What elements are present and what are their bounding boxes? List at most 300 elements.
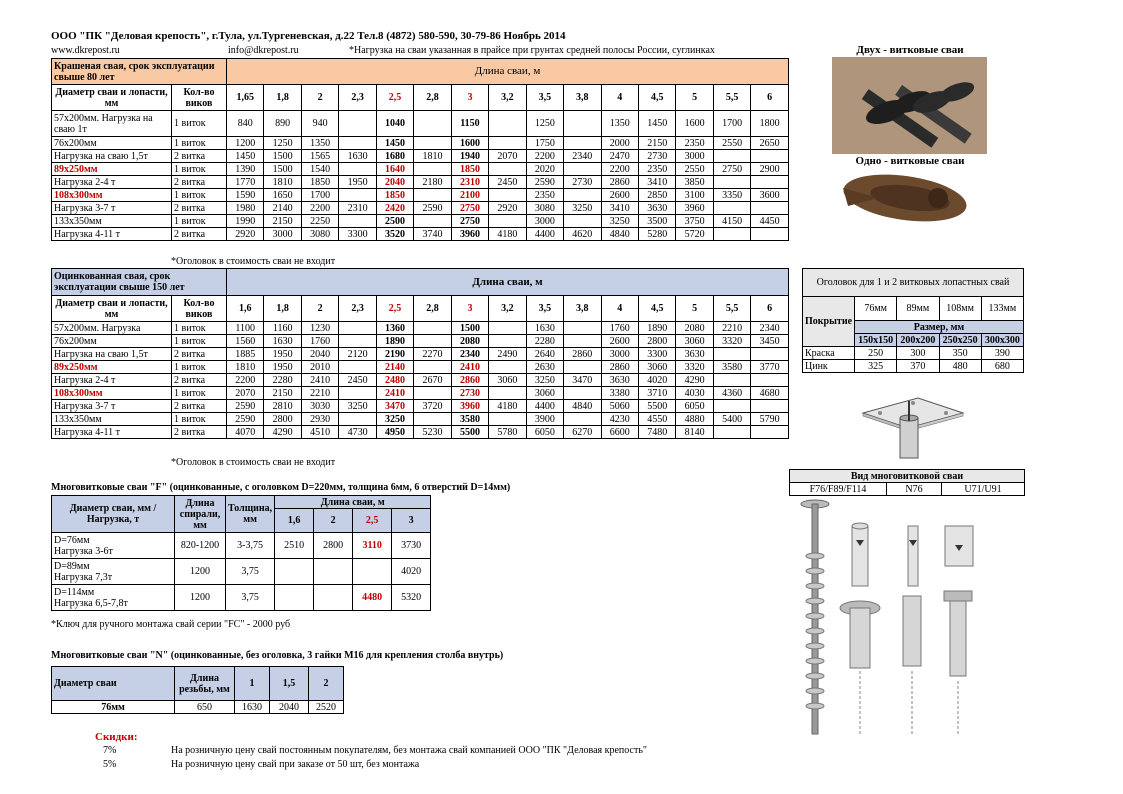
table-title: Оцинкованная свая, срок эксплуатации свыше 150 лет bbox=[52, 269, 227, 296]
load-note: *Нагрузка на сваи указанная в прайсе при грунтах средней полосы России, суглинках bbox=[349, 45, 715, 56]
price-cell bbox=[489, 361, 526, 374]
price-cell: 3380 bbox=[601, 387, 638, 400]
vid-title: Вид многовитковой сваи bbox=[790, 470, 1025, 483]
price-cell: 1700 bbox=[301, 189, 338, 202]
length-col: 3,5 bbox=[526, 296, 563, 322]
price-cell bbox=[751, 150, 789, 163]
price-cell: 2420 bbox=[376, 202, 413, 215]
price-cell: 3600 bbox=[751, 189, 789, 202]
price-cell: 2100 bbox=[451, 189, 488, 202]
price-cell: 1350 bbox=[301, 137, 338, 150]
price-cell: 2860 bbox=[451, 374, 488, 387]
col-diameter: Диаметр сваи и лопасти, мм bbox=[52, 296, 172, 322]
price-cell bbox=[713, 374, 750, 387]
price-cell: 2730 bbox=[451, 387, 488, 400]
price-cell: 2210 bbox=[301, 387, 338, 400]
f-price bbox=[353, 559, 392, 585]
row-label: 76х200мм bbox=[52, 335, 172, 348]
discount-text: На розничную цену свай при заказе от 50 шт, без монтажа bbox=[171, 759, 420, 770]
table-row bbox=[52, 322, 789, 335]
two-turn-pile-photo bbox=[832, 57, 987, 154]
price-cell: 2550 bbox=[713, 137, 750, 150]
row-quantity: 1 виток bbox=[172, 387, 227, 400]
length-col: 5,5 bbox=[713, 296, 750, 322]
f-price: 4480 bbox=[353, 585, 392, 611]
cover-label: Покрытие bbox=[803, 297, 855, 347]
price-cell bbox=[751, 202, 789, 215]
price-cell: 2080 bbox=[676, 322, 713, 335]
price-cell: 5720 bbox=[676, 228, 713, 241]
price-cell: 1250 bbox=[526, 111, 563, 137]
price-cell: 2340 bbox=[751, 322, 789, 335]
length-col: 2,5 bbox=[376, 296, 413, 322]
price-cell: 3410 bbox=[601, 202, 638, 215]
price-cell: 2040 bbox=[376, 176, 413, 189]
f-price bbox=[275, 559, 314, 585]
price-cell: 1700 bbox=[713, 111, 750, 137]
f-col-spiral: Длина спирали, мм bbox=[175, 496, 226, 533]
price-cell: 2600 bbox=[601, 189, 638, 202]
row-quantity: 1 виток bbox=[172, 335, 227, 348]
f-price bbox=[275, 585, 314, 611]
n-thread: 650 bbox=[175, 701, 235, 714]
price-cell: 8140 bbox=[676, 426, 713, 439]
price-cell bbox=[751, 374, 789, 387]
length-col: 4,5 bbox=[638, 296, 675, 322]
price-cell: 3770 bbox=[751, 361, 789, 374]
price-cell: 5230 bbox=[414, 426, 451, 439]
price-cell: 3250 bbox=[526, 374, 563, 387]
price-cell bbox=[713, 400, 750, 413]
price-cell: 1630 bbox=[264, 335, 301, 348]
price-cell: 4030 bbox=[676, 387, 713, 400]
price-cell: 2280 bbox=[526, 335, 563, 348]
price-cell: 4730 bbox=[339, 426, 376, 439]
price-cell bbox=[564, 387, 601, 400]
f-length-col: 2 bbox=[314, 509, 353, 533]
price-cell: 2080 bbox=[451, 335, 488, 348]
f-price: 2510 bbox=[275, 533, 314, 559]
row-label: 76х200мм bbox=[52, 137, 172, 150]
price-cell: 2590 bbox=[227, 413, 264, 426]
price-cell: 3100 bbox=[676, 189, 713, 202]
price-cell: 1760 bbox=[601, 322, 638, 335]
row-label: 133х350мм bbox=[52, 215, 172, 228]
price-cell: 2600 bbox=[601, 335, 638, 348]
price-cell: 2210 bbox=[713, 322, 750, 335]
price-cell: 2550 bbox=[676, 163, 713, 176]
cap-diameter: 108мм bbox=[939, 297, 981, 321]
length-col: 4 bbox=[601, 85, 638, 111]
price-cell bbox=[564, 163, 601, 176]
price-cell: 5780 bbox=[489, 426, 526, 439]
price-cell: 4450 bbox=[751, 215, 789, 228]
price-cell bbox=[339, 413, 376, 426]
price-cell: 2750 bbox=[713, 163, 750, 176]
row-quantity: 2 витка bbox=[172, 348, 227, 361]
cover-type: Цинк bbox=[803, 360, 855, 373]
price-cell bbox=[489, 335, 526, 348]
n-len-3: 2 bbox=[309, 667, 344, 701]
f-diameter-value: D=89мм bbox=[54, 560, 90, 572]
price-cell: 4680 bbox=[751, 387, 789, 400]
price-cell: 890 bbox=[264, 111, 301, 137]
price-cell: 1500 bbox=[264, 163, 301, 176]
price-cell: 1850 bbox=[301, 176, 338, 189]
price-cell: 2450 bbox=[489, 176, 526, 189]
price-cell bbox=[489, 111, 526, 137]
price-cell: 4150 bbox=[713, 215, 750, 228]
price-cell: 1950 bbox=[264, 361, 301, 374]
price-cell: 2020 bbox=[526, 163, 563, 176]
table2-note: *Оголовок в стоимость сваи не входит bbox=[171, 457, 336, 468]
price-cell: 2730 bbox=[638, 150, 675, 163]
price-cell: 1890 bbox=[638, 322, 675, 335]
price-cell bbox=[339, 361, 376, 374]
length-col: 3,8 bbox=[564, 85, 601, 111]
price-cell: 2810 bbox=[264, 400, 301, 413]
price-cell: 4620 bbox=[564, 228, 601, 241]
row-label: 89х250мм bbox=[52, 163, 172, 176]
price-cell: 3320 bbox=[713, 335, 750, 348]
price-cell: 4070 bbox=[227, 426, 264, 439]
row-quantity: 1 виток bbox=[172, 322, 227, 335]
f-price: 3110 bbox=[353, 533, 392, 559]
price-cell: 2280 bbox=[264, 374, 301, 387]
price-cell: 4020 bbox=[638, 374, 675, 387]
price-cell: 2180 bbox=[414, 176, 451, 189]
cap-size: 300х300 bbox=[981, 334, 1023, 347]
price-cell: 3580 bbox=[713, 361, 750, 374]
price-cell: 3960 bbox=[676, 202, 713, 215]
price-cell bbox=[339, 137, 376, 150]
price-cell: 1560 bbox=[227, 335, 264, 348]
cap-price: 250 bbox=[855, 347, 897, 360]
price-cell bbox=[489, 215, 526, 228]
price-cell: 840 bbox=[227, 111, 264, 137]
price-cell: 5790 bbox=[751, 413, 789, 426]
cap-size: 150х150 bbox=[855, 334, 897, 347]
table-row bbox=[52, 215, 789, 228]
price-cell: 3060 bbox=[526, 387, 563, 400]
price-cell: 2650 bbox=[751, 137, 789, 150]
price-cell: 2200 bbox=[601, 163, 638, 176]
price-cell bbox=[564, 361, 601, 374]
price-cell: 1630 bbox=[339, 150, 376, 163]
pile-cap-table bbox=[802, 268, 1024, 373]
price-cell: 3410 bbox=[638, 176, 675, 189]
length-col: 5 bbox=[676, 85, 713, 111]
f-diameter bbox=[52, 559, 175, 585]
price-cell: 2310 bbox=[339, 202, 376, 215]
price-cell: 3500 bbox=[638, 215, 675, 228]
multi-turn-view-table bbox=[789, 469, 1025, 496]
price-cell: 2350 bbox=[638, 163, 675, 176]
f-spiral: 1200 bbox=[175, 585, 226, 611]
price-cell: 1810 bbox=[227, 361, 264, 374]
price-cell: 6050 bbox=[526, 426, 563, 439]
price-cell: 1760 bbox=[301, 335, 338, 348]
discount-text: На розничную цену свай постоянным покупателям, без монтажа свай компанией ООО "ПК "Деловая крепость" bbox=[171, 745, 647, 756]
price-cell: 1600 bbox=[451, 137, 488, 150]
price-cell: 2800 bbox=[264, 413, 301, 426]
price-cell: 2450 bbox=[339, 374, 376, 387]
table-row bbox=[52, 163, 789, 176]
f-note: *Ключ для ручного монтажа свай серии "FC" - 2000 руб bbox=[51, 619, 291, 630]
price-cell: 1890 bbox=[376, 335, 413, 348]
length-col: 4,5 bbox=[638, 85, 675, 111]
price-cell bbox=[339, 111, 376, 137]
price-cell: 2480 bbox=[376, 374, 413, 387]
price-cell: 3750 bbox=[676, 215, 713, 228]
row-quantity: 2 витка bbox=[172, 176, 227, 189]
price-cell: 6050 bbox=[676, 400, 713, 413]
f-section-title: Многовитковые сваи "F" (оцинкованные, с оголовком D=220мм, толщина 6мм, 6 отверстий D=14мм) bbox=[51, 482, 511, 493]
price-cell: 3320 bbox=[676, 361, 713, 374]
price-cell: 2200 bbox=[301, 202, 338, 215]
price-cell bbox=[713, 150, 750, 163]
price-cell: 2250 bbox=[301, 215, 338, 228]
row-quantity: 1 виток bbox=[172, 413, 227, 426]
cap-diameter: 89мм bbox=[897, 297, 939, 321]
price-cell: 2750 bbox=[451, 202, 488, 215]
length-col: 1,6 bbox=[227, 296, 264, 322]
f-load-value: Нагрузка 6,5-7,8т bbox=[54, 597, 128, 609]
price-cell: 1800 bbox=[751, 111, 789, 137]
row-label: Нагрузка на сваю 1,5т bbox=[52, 348, 172, 361]
table-title: Крашеная свая, срок эксплуатации свыше 80 лет bbox=[52, 59, 227, 85]
price-cell: 4180 bbox=[489, 400, 526, 413]
price-cell: 2410 bbox=[301, 374, 338, 387]
n-len-2: 1,5 bbox=[270, 667, 309, 701]
table-row bbox=[52, 533, 431, 559]
cap-size: 200х200 bbox=[897, 334, 939, 347]
price-cell: 2750 bbox=[451, 215, 488, 228]
n-len-1: 1 bbox=[235, 667, 270, 701]
price-cell: 3520 bbox=[376, 228, 413, 241]
cap-price: 300 bbox=[897, 347, 939, 360]
row-quantity: 2 витка bbox=[172, 228, 227, 241]
price-cell bbox=[751, 426, 789, 439]
price-cell: 2850 bbox=[638, 189, 675, 202]
price-cell bbox=[339, 387, 376, 400]
price-cell bbox=[564, 413, 601, 426]
n-price: 2040 bbox=[270, 701, 309, 714]
price-cell: 2920 bbox=[227, 228, 264, 241]
vid-col: U71/U91 bbox=[942, 483, 1025, 496]
price-cell: 1450 bbox=[638, 111, 675, 137]
price-cell bbox=[339, 335, 376, 348]
length-header: Длина сваи, м bbox=[227, 59, 789, 85]
price-cell: 2200 bbox=[526, 150, 563, 163]
table-row bbox=[52, 228, 789, 241]
f-price bbox=[314, 585, 353, 611]
price-cell: 1200 bbox=[227, 137, 264, 150]
price-cell: 2350 bbox=[676, 137, 713, 150]
price-cell: 4400 bbox=[526, 228, 563, 241]
table-row bbox=[52, 361, 789, 374]
f-price: 5320 bbox=[392, 585, 431, 611]
price-cell: 1640 bbox=[376, 163, 413, 176]
f-col-diameter: Диаметр сваи, мм / Нагрузка, т bbox=[52, 496, 175, 533]
f-price: 2800 bbox=[314, 533, 353, 559]
table1-note: *Оголовок в стоимость сваи не входит bbox=[171, 256, 336, 267]
cap-size: 250х250 bbox=[939, 334, 981, 347]
price-cell: 1650 bbox=[264, 189, 301, 202]
table-row bbox=[52, 111, 789, 137]
row-quantity: 2 витка bbox=[172, 202, 227, 215]
price-cell: 2860 bbox=[564, 348, 601, 361]
price-cell: 5280 bbox=[638, 228, 675, 241]
price-cell: 1810 bbox=[414, 150, 451, 163]
price-cell: 4180 bbox=[489, 228, 526, 241]
row-label: 57х200мм. Нагрузка на сваю 1т bbox=[52, 111, 172, 137]
length-col: 3,8 bbox=[564, 296, 601, 322]
f-spiral: 1200 bbox=[175, 559, 226, 585]
price-cell bbox=[564, 335, 601, 348]
price-cell: 1360 bbox=[376, 322, 413, 335]
price-cell: 2070 bbox=[489, 150, 526, 163]
price-cell bbox=[414, 189, 451, 202]
f-diameter bbox=[52, 533, 175, 559]
price-cell: 4230 bbox=[601, 413, 638, 426]
price-cell: 4840 bbox=[564, 400, 601, 413]
price-cell bbox=[339, 215, 376, 228]
price-cell: 3250 bbox=[564, 202, 601, 215]
price-cell bbox=[339, 189, 376, 202]
cap-price: 480 bbox=[939, 360, 981, 373]
price-cell bbox=[489, 387, 526, 400]
f-diameter-value: D=114мм bbox=[54, 586, 95, 598]
price-cell: 1160 bbox=[264, 322, 301, 335]
cap-diameter: 133мм bbox=[981, 297, 1023, 321]
row-quantity: 1 виток bbox=[172, 137, 227, 150]
length-col: 2 bbox=[301, 296, 338, 322]
price-cell: 6270 bbox=[564, 426, 601, 439]
length-col: 3,2 bbox=[489, 296, 526, 322]
price-cell: 2590 bbox=[414, 202, 451, 215]
f-col-thickness: Толщина, мм bbox=[226, 496, 275, 533]
price-cell: 2340 bbox=[564, 150, 601, 163]
price-cell: 5400 bbox=[713, 413, 750, 426]
table-row bbox=[52, 137, 789, 150]
price-cell: 5060 bbox=[601, 400, 638, 413]
col-quantity: Кол-во виков bbox=[172, 85, 227, 111]
price-cell: 2350 bbox=[526, 189, 563, 202]
price-cell: 3960 bbox=[451, 400, 488, 413]
f-load-value: Нагрузка 7,3т bbox=[54, 571, 113, 583]
price-cell: 2590 bbox=[526, 176, 563, 189]
n-price: 2520 bbox=[309, 701, 344, 714]
price-cell bbox=[339, 322, 376, 335]
price-cell: 2310 bbox=[451, 176, 488, 189]
price-cell: 2800 bbox=[638, 335, 675, 348]
email-link[interactable]: info@dkrepost.ru bbox=[228, 45, 299, 56]
galvanized-pile-price-table bbox=[51, 268, 789, 439]
price-cell: 1990 bbox=[227, 215, 264, 228]
price-cell: 3060 bbox=[638, 361, 675, 374]
price-cell: 2470 bbox=[601, 150, 638, 163]
price-cell bbox=[489, 163, 526, 176]
length-col: 1,65 bbox=[227, 85, 264, 111]
price-cell: 2270 bbox=[414, 348, 451, 361]
length-col: 1,8 bbox=[264, 296, 301, 322]
row-label: Нагрузка 2-4 т bbox=[52, 176, 172, 189]
price-cell bbox=[713, 348, 750, 361]
price-cell bbox=[564, 189, 601, 202]
price-cell: 2410 bbox=[451, 361, 488, 374]
row-quantity: 2 витка bbox=[172, 150, 227, 163]
price-cell bbox=[564, 137, 601, 150]
price-cell: 4510 bbox=[301, 426, 338, 439]
price-cell bbox=[713, 426, 750, 439]
length-col: 2,5 bbox=[376, 85, 413, 111]
price-cell: 1810 bbox=[264, 176, 301, 189]
row-quantity: 1 виток bbox=[172, 189, 227, 202]
pile-cap-drawing bbox=[858, 393, 968, 463]
price-cell: 1565 bbox=[301, 150, 338, 163]
row-label: Нагрузка 3-7 т bbox=[52, 202, 172, 215]
price-cell: 2140 bbox=[376, 361, 413, 374]
f-spiral: 820-1200 bbox=[175, 533, 226, 559]
price-cell: 1540 bbox=[301, 163, 338, 176]
price-cell bbox=[339, 163, 376, 176]
price-cell: 2200 bbox=[227, 374, 264, 387]
price-cell: 3000 bbox=[676, 150, 713, 163]
table-row bbox=[52, 585, 431, 611]
n-diameter: 76мм bbox=[52, 701, 175, 714]
vid-col: N76 bbox=[887, 483, 942, 496]
price-cell: 3580 bbox=[451, 413, 488, 426]
one-turn-pile-photo bbox=[838, 168, 973, 228]
f-thick: 3,75 bbox=[226, 559, 275, 585]
price-cell: 5500 bbox=[451, 426, 488, 439]
price-cell bbox=[564, 322, 601, 335]
price-cell: 2930 bbox=[301, 413, 338, 426]
price-cell: 2010 bbox=[301, 361, 338, 374]
price-cell: 2860 bbox=[601, 176, 638, 189]
price-cell: 1350 bbox=[601, 111, 638, 137]
price-cell: 3740 bbox=[414, 228, 451, 241]
price-cell: 1390 bbox=[227, 163, 264, 176]
row-quantity: 1 виток bbox=[172, 163, 227, 176]
price-cell: 6600 bbox=[601, 426, 638, 439]
price-cell: 2630 bbox=[526, 361, 563, 374]
table-row bbox=[52, 335, 789, 348]
price-cell: 3060 bbox=[676, 335, 713, 348]
price-cell: 1950 bbox=[339, 176, 376, 189]
price-cell: 1230 bbox=[301, 322, 338, 335]
price-cell: 1590 bbox=[227, 189, 264, 202]
site-link[interactable]: www.dkrepost.ru bbox=[51, 45, 120, 56]
discount-pct: 7% bbox=[103, 745, 117, 756]
n-col-thread: Длина резьбы, мм bbox=[175, 667, 235, 701]
table-row bbox=[52, 426, 789, 439]
price-cell: 1850 bbox=[376, 189, 413, 202]
table-row bbox=[52, 374, 789, 387]
f-thick: 3,75 bbox=[226, 585, 275, 611]
n-pile-table bbox=[51, 666, 344, 714]
table-row bbox=[52, 348, 789, 361]
price-cell: 3900 bbox=[526, 413, 563, 426]
price-cell: 3080 bbox=[301, 228, 338, 241]
price-cell: 4880 bbox=[676, 413, 713, 426]
length-col: 2,8 bbox=[414, 85, 451, 111]
price-cell: 4290 bbox=[264, 426, 301, 439]
price-cell: 2490 bbox=[489, 348, 526, 361]
price-cell: 1750 bbox=[526, 137, 563, 150]
f-length-header: Длина сваи, м bbox=[275, 496, 431, 509]
